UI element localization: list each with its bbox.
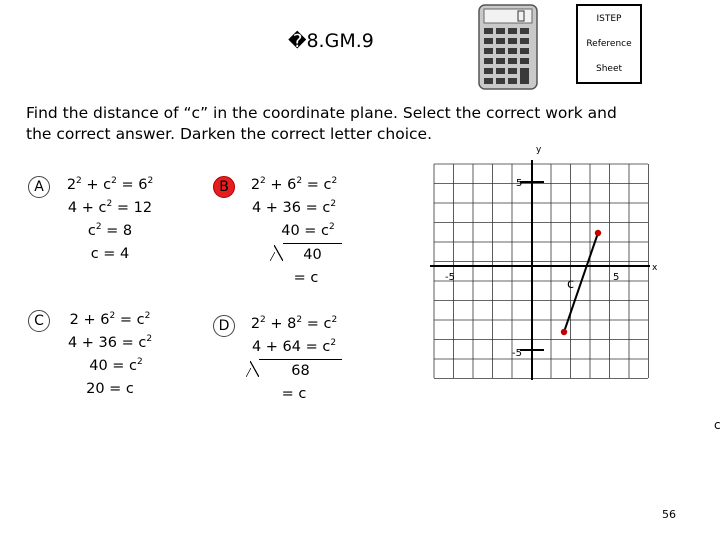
choice-a-bubble[interactable]: A [28, 176, 50, 198]
point-top [595, 230, 601, 236]
page-number: 56 [662, 508, 676, 521]
tick-label-x-5: 5 [613, 272, 620, 283]
x-axis-label: x [652, 263, 658, 273]
choice-a-work: $2^2 + c^2 = 6^2$ $4 + c^2 = 12$ $c^2 = 8$ c = 4 [66, 176, 154, 262]
coordinate-plane [430, 145, 670, 390]
point-bottom [561, 329, 567, 335]
calculator-icon[interactable] [478, 4, 538, 90]
segment-label-c: c [567, 277, 575, 292]
page-title [288, 30, 374, 52]
missing-glyph-icon: � [288, 31, 307, 52]
choice-d-work: $2^2 + 8^2 = c^2$ $4 + 64 = c^2$ 68 = c [246, 313, 342, 406]
reference-line-reference: Reference [586, 38, 632, 49]
edge-fragment: c [714, 418, 721, 432]
reference-line-istep: ISTEP [596, 13, 622, 24]
reference-line-sheet: Sheet [595, 64, 623, 75]
tick-label-y-neg5: -5 [512, 348, 522, 359]
reference-sheet-link[interactable] [576, 4, 642, 84]
choice-b-bubble[interactable]: B [213, 176, 235, 198]
y-axis-label: y [536, 145, 542, 155]
tick-label-y-5: 5 [516, 178, 523, 189]
choice-b-work: $2^2 + 6^2 = c^2$ $4 + 36 = c^2$ $40 = c^2$ 40 = c [246, 174, 342, 290]
choice-c-bubble[interactable]: C [28, 310, 50, 332]
choice-d-bubble[interactable]: D [213, 315, 235, 337]
standard-code: 8.GM.9 [306, 30, 374, 52]
choice-c-work: $2 + 6^2 = c^2$ $4 + 36 = c^2$ $40 = c^2$ 20 = c [67, 311, 153, 397]
question-text: Find the distance of “c” in the coordinate plane. Select the correct work and the correct answer. Darken the correct letter choice. [26, 104, 617, 143]
tick-label-x-neg5: -5 [445, 272, 455, 283]
